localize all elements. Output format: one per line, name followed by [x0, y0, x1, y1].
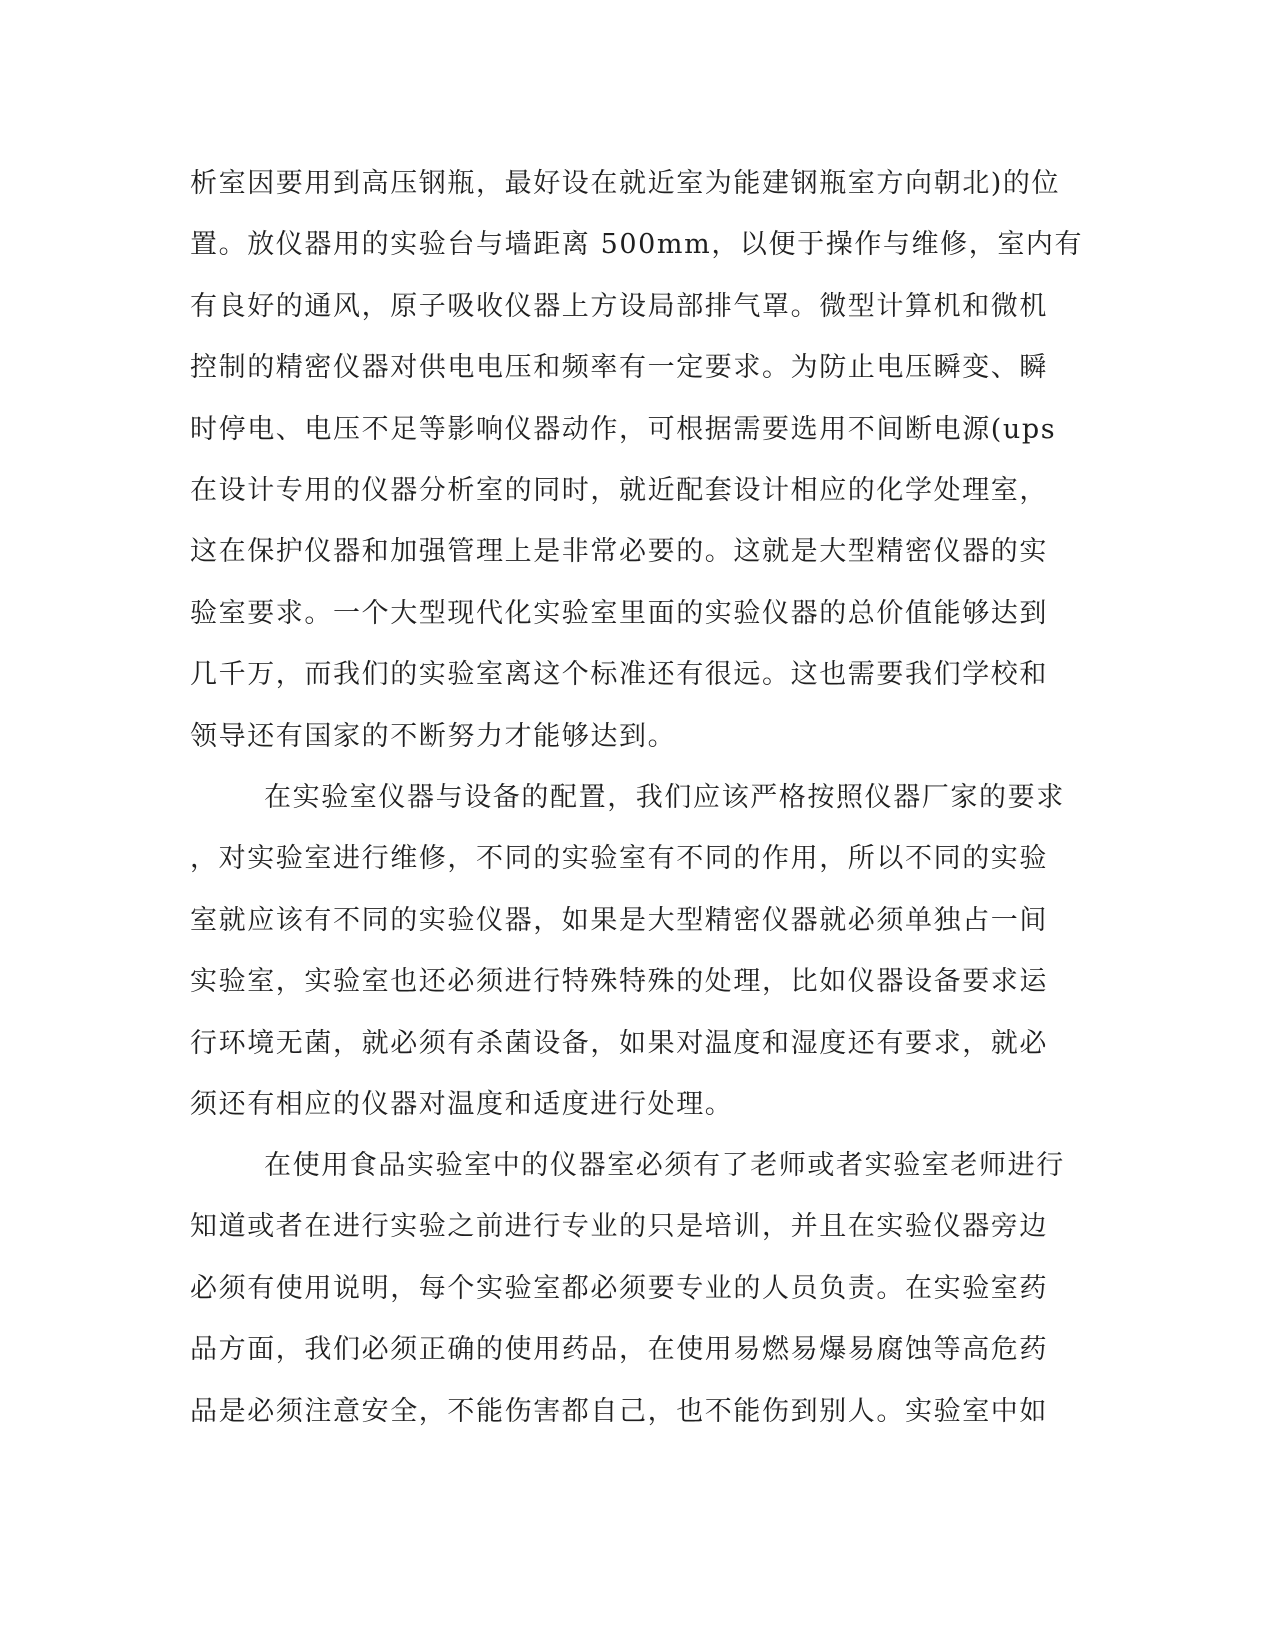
text-line: 有良好的通风，原子吸收仪器上方设局部排气罩。微型计算机和微机 — [190, 290, 1048, 322]
text-line: 品方面，我们必须正确的使用药品，在使用易燃易爆易腐蚀等高危药 — [190, 1334, 1048, 1366]
text-line: 实验室，实验室也还必须进行特殊特殊的处理，比如仪器设备要求运 — [190, 966, 1048, 998]
text-line: 验室要求。一个大型现代化实验室里面的实验仪器的总价值能够达到 — [190, 597, 1048, 629]
text-line: 析室因要用到高压钢瓶，最好设在就近室为能建钢瓶室方向朝北)的位 — [190, 168, 1061, 199]
text-line: 时停电、电压不足等影响仪器动作，可根据需要选用不间断电源(ups — [190, 413, 1057, 445]
text-line: 置。放仪器用的实验台与墙距离 500mm，以便于操作与维修，室内有 — [190, 229, 1084, 261]
paragraph-1 — [190, 153, 1084, 767]
text-line: 领导还有国家的不断努力才能够达到。 — [190, 720, 677, 752]
paragraph-3 — [190, 1135, 1070, 1442]
text-line: 知道或者在进行实验之前进行专业的只是培训，并且在实验仪器旁边 — [190, 1211, 1048, 1243]
text-line: 控制的精密仪器对供电电压和频率有一定要求。为防止电压瞬变、瞬 — [190, 352, 1048, 384]
text-line: 在实验室仪器与设备的配置，我们应该严格按照仪器厂家的要求 — [264, 782, 1065, 813]
text-line: 几千万，而我们的实验室离这个标准还有很远。这也需要我们学校和 — [190, 659, 1048, 691]
text-line: 品是必须注意安全，不能伤害都自己，也不能伤到别人。实验室中如 — [190, 1395, 1048, 1427]
text-line: 行环境无菌，就必须有杀菌设备，如果对温度和湿度还有要求，就必 — [190, 1027, 1048, 1059]
text-line: ，对实验室进行维修，不同的实验室有不同的作用，所以不同的实验 — [190, 843, 1048, 875]
paragraph-2 — [190, 767, 1070, 1135]
text-line: 须还有相应的仪器对温度和适度进行处理。 — [190, 1088, 734, 1120]
text-line: 在设计专用的仪器分析室的同时，就近配套设计相应的化学处理室， — [190, 474, 1048, 506]
text-line: 室就应该有不同的实验仪器，如果是大型精密仪器就必须单独占一间 — [190, 904, 1048, 936]
text-line: 必须有使用说明，每个实验室都必须要专业的人员负责。在实验室药 — [190, 1272, 1048, 1304]
text-line: 这在保护仪器和加强管理上是非常必要的。这就是大型精密仪器的实 — [190, 536, 1048, 568]
text-line: 在使用食品实验室中的仪器室必须有了老师或者实验室老师进行 — [264, 1150, 1065, 1181]
